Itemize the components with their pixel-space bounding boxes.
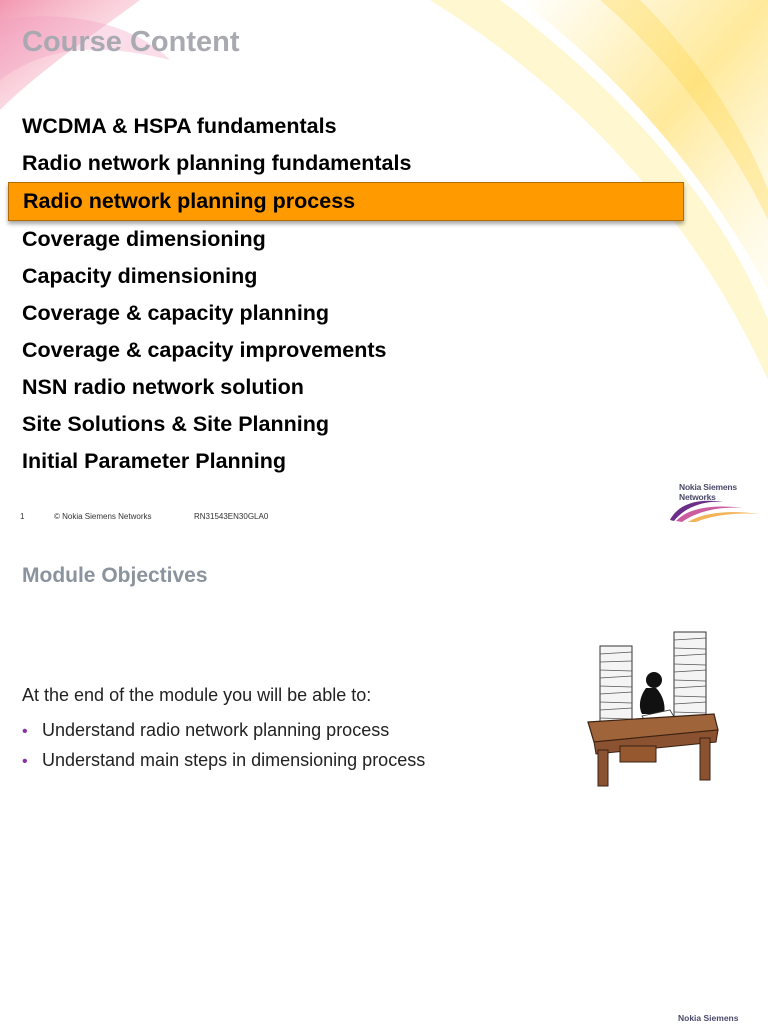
section-title: Module Objectives — [22, 564, 208, 587]
topic-item: Initial Parameter Planning — [22, 449, 287, 473]
course-topic-list — [0, 108, 768, 480]
topic-item: Radio network planning fundamentals — [22, 151, 412, 175]
topic-item-current: Radio network planning process — [8, 182, 684, 221]
footer-copyright: © Nokia Siemens Networks — [54, 512, 152, 521]
objectives-list — [22, 715, 425, 775]
topic-item: Coverage dimensioning — [22, 227, 266, 251]
desk-with-paper-stacks-illustration — [584, 630, 720, 790]
logo-text: Nokia Siemens Networks — [679, 482, 737, 502]
intro-text: At the end of the module you will be able to: — [22, 685, 372, 705]
objective-item: • Understand main steps in dimensioning process — [22, 745, 425, 775]
bullet-dot-icon: • — [22, 753, 28, 770]
objective-item: • Understand radio network planning process — [22, 715, 425, 745]
topic-item: Coverage & capacity improvements — [22, 338, 387, 362]
topic-item: Capacity dimensioning — [22, 264, 258, 288]
topic-item: NSN radio network solution — [22, 375, 304, 399]
topic-item: Site Solutions & Site Planning — [22, 412, 329, 436]
nsn-logo — [668, 482, 763, 522]
bullet-dot-icon: • — [22, 723, 28, 740]
nsn-swoosh-logo-icon — [668, 496, 763, 522]
topic-item: WCDMA & HSPA fundamentals — [22, 114, 337, 138]
nsn-logo-text: Nokia Siemens — [678, 1013, 739, 1023]
module-objectives-slide — [0, 538, 768, 1024]
page-number: 1 — [20, 512, 25, 521]
page-title: Course Content — [22, 26, 240, 58]
topic-item: Coverage & capacity planning — [22, 301, 330, 325]
footer-doc-code: RN31543EN30GLA0 — [194, 512, 269, 521]
